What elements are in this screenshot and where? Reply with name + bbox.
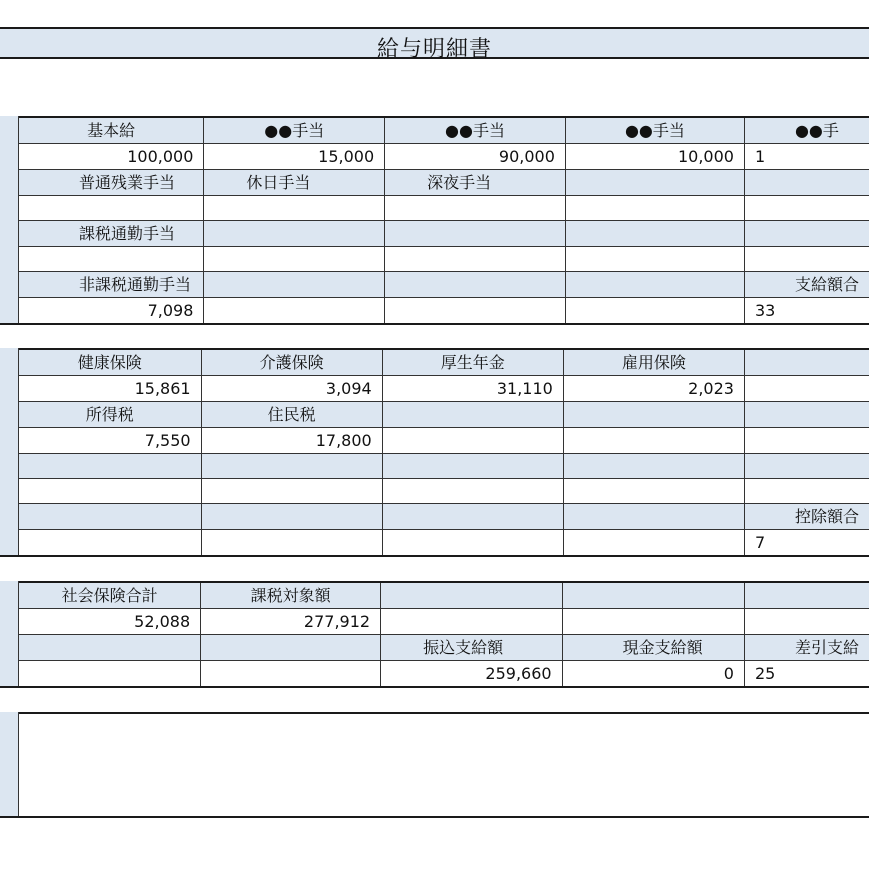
label-cell xyxy=(563,454,744,479)
label-cell xyxy=(744,170,869,196)
label-cell xyxy=(204,221,385,247)
value-row xyxy=(19,479,869,504)
payments-side-tab xyxy=(0,116,19,325)
value-cell[interactable]: 25 xyxy=(744,661,869,687)
value-row xyxy=(19,376,869,402)
value-row xyxy=(19,247,869,272)
value-row xyxy=(19,661,869,687)
value-cell[interactable]: 90,000 xyxy=(385,144,566,170)
title-bar xyxy=(0,27,869,62)
value-cell[interactable]: 0 xyxy=(562,661,744,687)
label-cell: 差引支給 xyxy=(744,635,869,661)
value-cell[interactable]: 15,000 xyxy=(204,144,385,170)
value-cell[interactable]: 7,550 xyxy=(19,428,201,454)
label-cell: ●●手当 xyxy=(565,118,744,144)
value-cell[interactable]: 17,800 xyxy=(201,428,382,454)
label-cell: 支給額合 xyxy=(744,272,869,298)
value-cell[interactable] xyxy=(382,479,563,504)
label-cell xyxy=(204,272,385,298)
value-cell[interactable] xyxy=(204,298,385,324)
value-cell[interactable] xyxy=(744,376,869,402)
label-cell: 健康保険 xyxy=(19,350,201,376)
label-cell xyxy=(201,454,382,479)
value-cell[interactable] xyxy=(385,196,566,221)
memo-side-tab xyxy=(0,712,19,818)
value-row xyxy=(19,196,869,221)
label-cell: 深夜手当 xyxy=(385,170,566,196)
value-cell[interactable]: 10,000 xyxy=(565,144,744,170)
label-cell: 住民税 xyxy=(201,402,382,428)
document-title: 給与明細書 xyxy=(376,37,492,62)
label-cell xyxy=(744,583,869,609)
label-cell: 休日手当 xyxy=(204,170,385,196)
totals-table xyxy=(19,583,869,686)
value-cell[interactable]: 31,110 xyxy=(382,376,563,402)
label-cell xyxy=(19,635,201,661)
value-cell[interactable] xyxy=(744,428,869,454)
value-row xyxy=(19,428,869,454)
value-cell[interactable]: 33 xyxy=(744,298,869,324)
value-cell[interactable] xyxy=(385,247,566,272)
value-cell[interactable] xyxy=(563,479,744,504)
value-cell[interactable] xyxy=(19,196,204,221)
value-cell[interactable] xyxy=(744,609,869,635)
label-row xyxy=(19,118,869,144)
label-cell: ●●手当 xyxy=(204,118,385,144)
label-cell xyxy=(19,454,201,479)
value-cell[interactable]: 3,094 xyxy=(201,376,382,402)
label-cell xyxy=(565,170,744,196)
value-cell[interactable] xyxy=(201,479,382,504)
label-cell xyxy=(19,504,201,530)
label-cell: 非課税通勤手当 xyxy=(19,272,204,298)
label-row xyxy=(19,170,869,196)
value-cell[interactable] xyxy=(382,428,563,454)
deductions-section xyxy=(0,348,869,557)
value-cell[interactable]: 7,098 xyxy=(19,298,204,324)
label-cell xyxy=(744,454,869,479)
label-cell: 介護保険 xyxy=(201,350,382,376)
value-cell[interactable] xyxy=(565,298,744,324)
value-cell[interactable] xyxy=(744,247,869,272)
deductions-side-tab xyxy=(0,348,19,557)
payments-table xyxy=(19,118,869,323)
label-cell xyxy=(563,402,744,428)
value-cell[interactable] xyxy=(563,530,744,556)
value-cell[interactable] xyxy=(744,479,869,504)
value-cell[interactable] xyxy=(382,530,563,556)
totals-side-tab xyxy=(0,581,19,688)
label-cell xyxy=(385,221,566,247)
label-row xyxy=(19,402,869,428)
label-row xyxy=(19,454,869,479)
totals-section xyxy=(0,581,869,688)
value-cell[interactable] xyxy=(19,661,201,687)
label-row xyxy=(19,504,869,530)
label-cell: ●●手 xyxy=(744,118,869,144)
value-row xyxy=(19,609,869,635)
section-border xyxy=(0,323,869,325)
value-row xyxy=(19,298,869,324)
label-row xyxy=(19,583,869,609)
label-cell: 雇用保険 xyxy=(563,350,744,376)
value-cell[interactable] xyxy=(204,196,385,221)
value-cell[interactable]: 2,023 xyxy=(563,376,744,402)
value-row xyxy=(19,530,869,556)
value-cell[interactable] xyxy=(19,530,201,556)
label-cell: 基本給 xyxy=(19,118,204,144)
memo-section xyxy=(0,712,869,818)
label-cell xyxy=(201,504,382,530)
value-cell[interactable] xyxy=(201,530,382,556)
label-cell xyxy=(201,635,381,661)
section-border xyxy=(0,816,869,818)
value-cell[interactable] xyxy=(565,196,744,221)
label-cell xyxy=(744,350,869,376)
label-cell: 厚生年金 xyxy=(382,350,563,376)
label-cell xyxy=(565,221,744,247)
value-cell[interactable] xyxy=(204,247,385,272)
label-cell xyxy=(565,272,744,298)
label-cell xyxy=(563,504,744,530)
value-cell[interactable] xyxy=(19,247,204,272)
value-cell[interactable] xyxy=(381,609,563,635)
value-cell[interactable] xyxy=(19,479,201,504)
label-cell xyxy=(382,402,563,428)
section-border xyxy=(0,555,869,557)
label-cell xyxy=(562,583,744,609)
label-row xyxy=(19,350,869,376)
label-cell xyxy=(744,402,869,428)
label-row xyxy=(19,221,869,247)
value-cell[interactable]: 15,861 xyxy=(19,376,201,402)
value-row xyxy=(19,144,869,170)
value-cell[interactable] xyxy=(565,247,744,272)
label-cell: 普通残業手当 xyxy=(19,170,204,196)
label-cell: 控除額合 xyxy=(744,504,869,530)
label-cell xyxy=(744,221,869,247)
value-cell[interactable]: 1 xyxy=(744,144,869,170)
label-cell: 所得税 xyxy=(19,402,201,428)
label-row xyxy=(19,635,869,661)
label-cell xyxy=(385,272,566,298)
value-cell[interactable] xyxy=(744,196,869,221)
value-cell[interactable] xyxy=(563,428,744,454)
label-cell xyxy=(381,583,563,609)
value-cell[interactable]: 100,000 xyxy=(19,144,204,170)
value-cell[interactable]: 7 xyxy=(744,530,869,556)
memo-area[interactable] xyxy=(19,714,869,816)
value-cell[interactable] xyxy=(562,609,744,635)
label-cell xyxy=(382,504,563,530)
section-border xyxy=(0,686,869,688)
value-cell[interactable]: 259,660 xyxy=(381,661,563,687)
label-cell: 課税通勤手当 xyxy=(19,221,204,247)
label-cell: ●●手当 xyxy=(385,118,566,144)
payments-section xyxy=(0,116,869,325)
label-cell: 社会保険合計 xyxy=(19,583,201,609)
label-cell: 振込支給額 xyxy=(381,635,563,661)
label-cell: 課税対象額 xyxy=(201,583,381,609)
value-cell[interactable] xyxy=(385,298,566,324)
label-cell: 現金支給額 xyxy=(562,635,744,661)
value-cell[interactable]: 52,088 xyxy=(19,609,201,635)
value-cell[interactable]: 277,912 xyxy=(201,609,381,635)
label-cell xyxy=(382,454,563,479)
value-cell[interactable] xyxy=(201,661,381,687)
deductions-table xyxy=(19,350,869,555)
label-row xyxy=(19,272,869,298)
